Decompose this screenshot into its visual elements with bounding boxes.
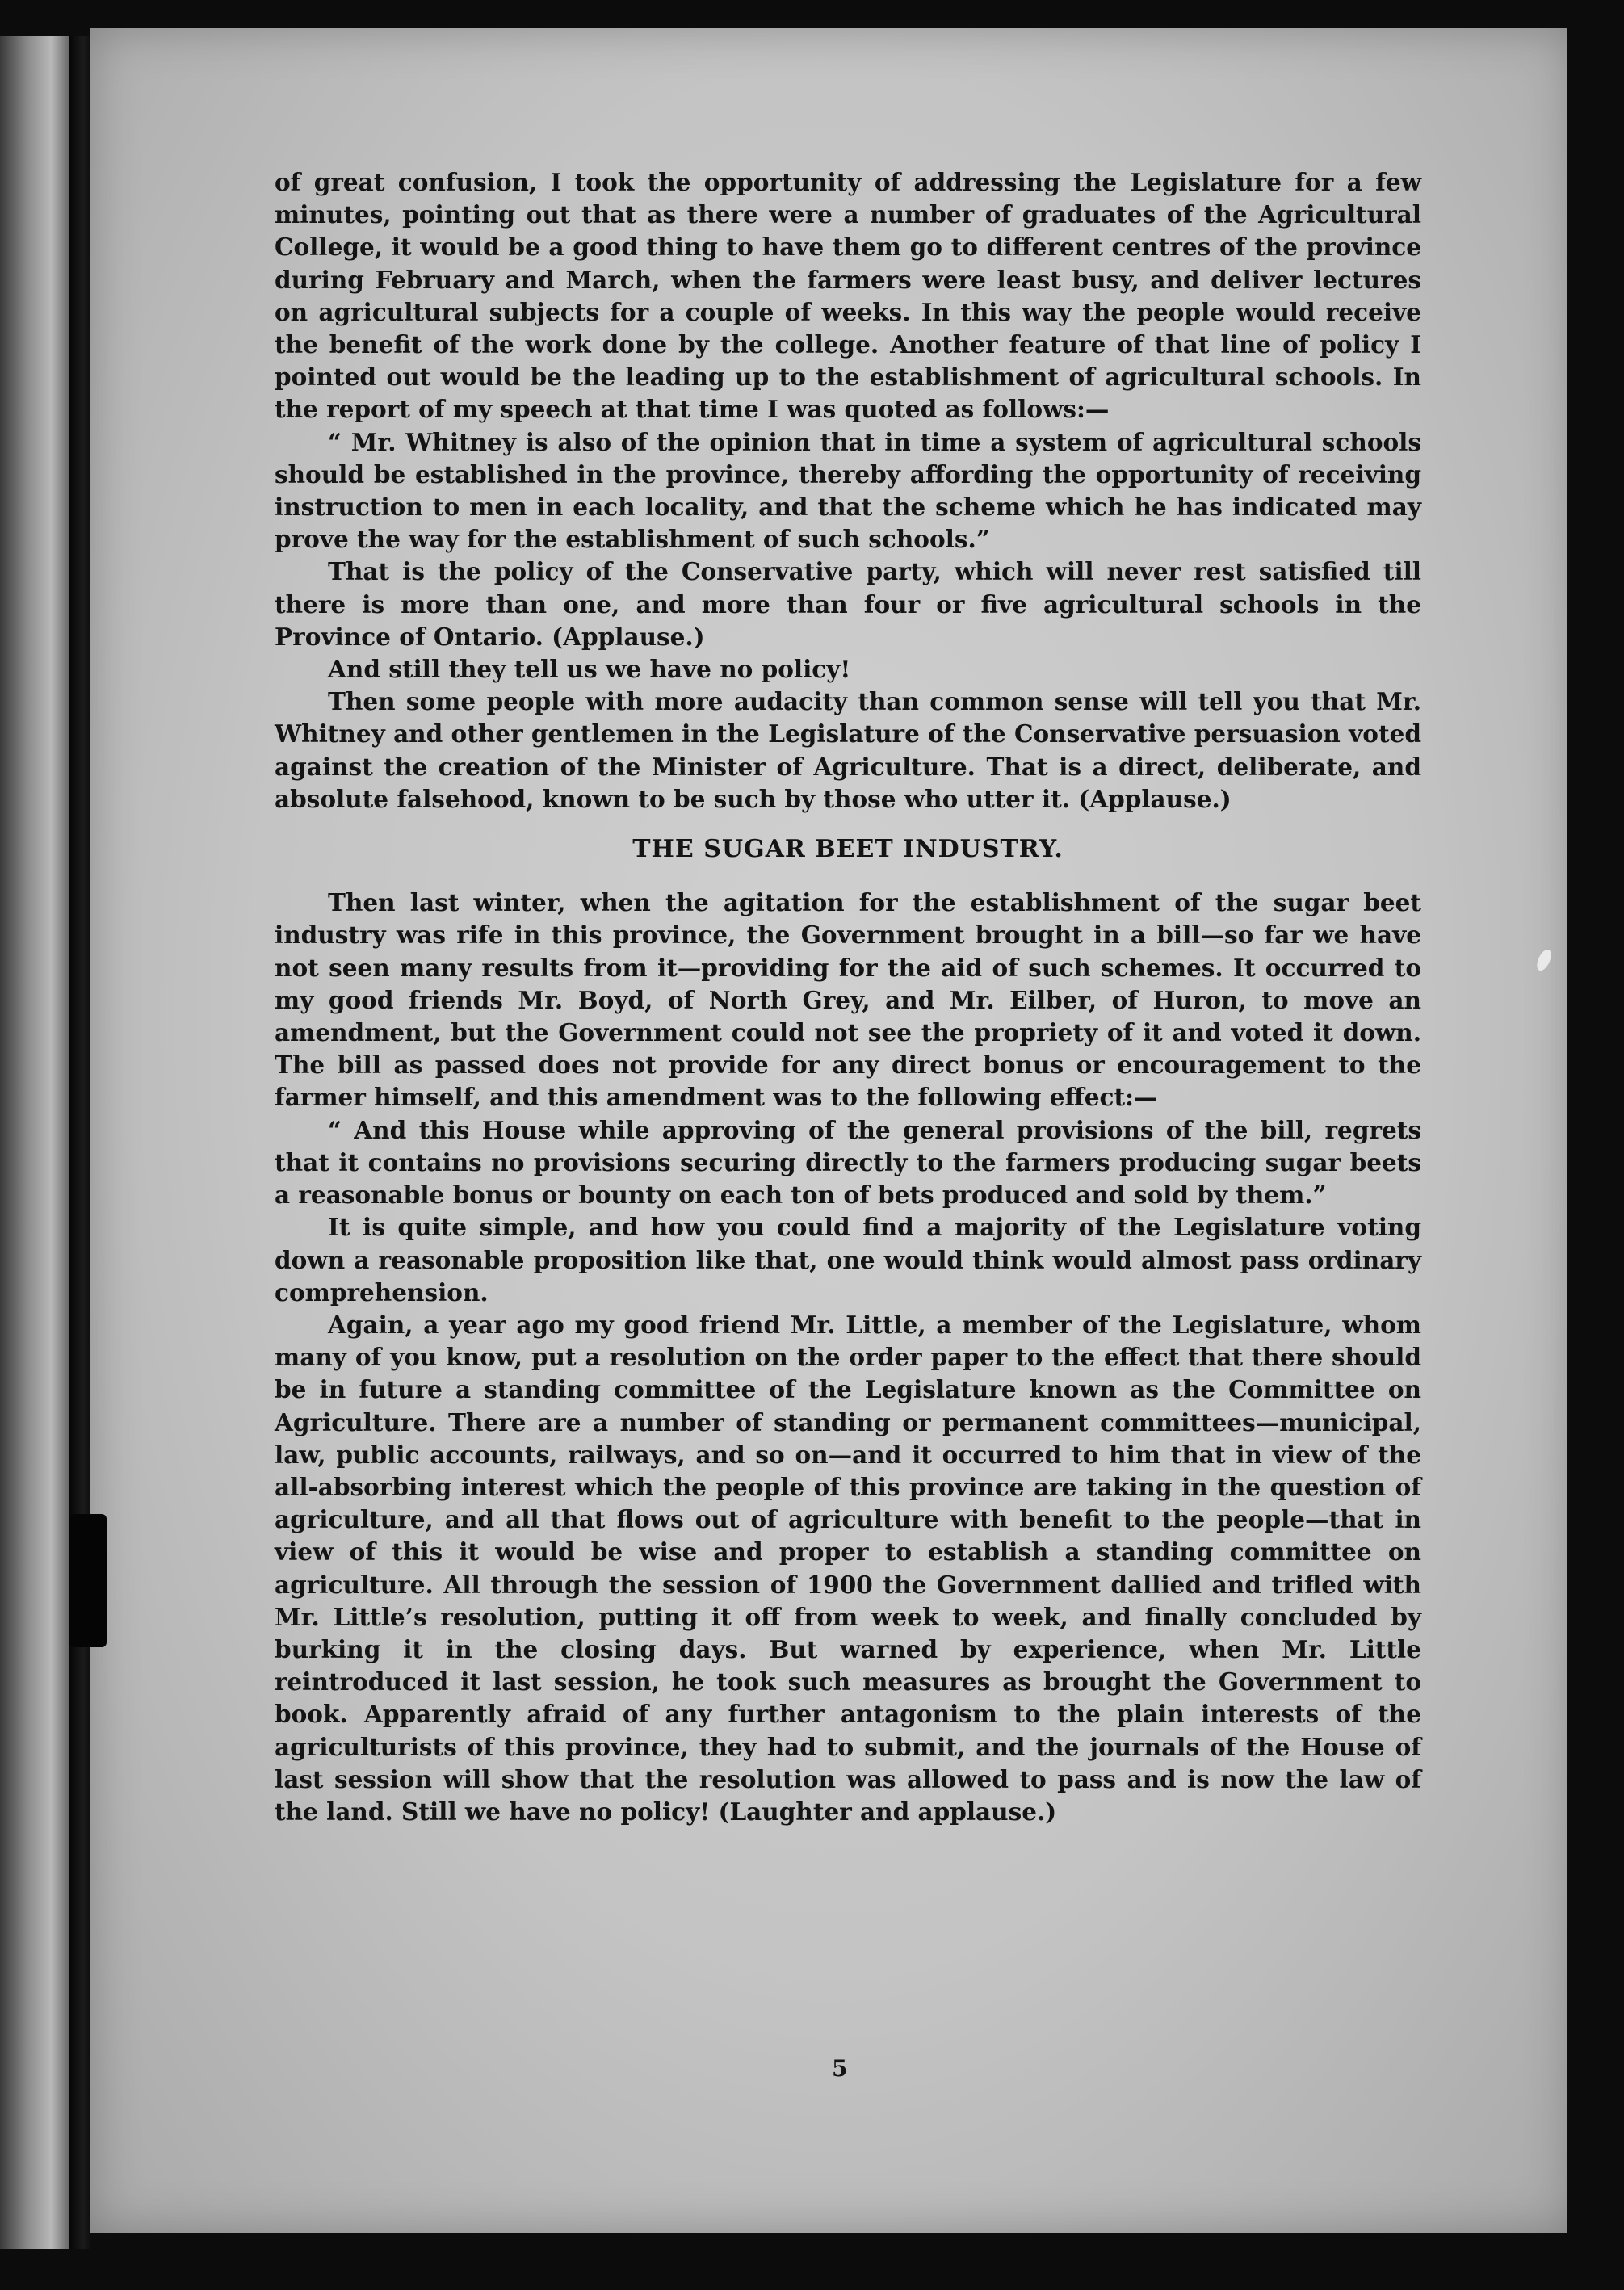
section-heading: THE SUGAR BEET INDUSTRY. bbox=[632, 835, 1064, 864]
binding-clip bbox=[69, 1514, 107, 1647]
quoted-paragraph: “ Mr. Whitney is also of the opinion that in time a system of agricultural schools should be established in the province, thereby affording the opportunity of receiving instruction to men in each locality, and that the scheme which he has indicated may prove the way for the establishment of such schools.” bbox=[275, 427, 1421, 554]
facing-page-edge bbox=[0, 36, 69, 2249]
paragraph: Again, a year ago my good friend Mr. Little, a member of the Legislature, whom many of you know, put a resolution on the order paper to the effect that there should be in future a standing committee of the Legislature known as the Committee on Agriculture. There are a number of standing or permanent committees—municipal, law, public accounts, railways, and so on—and it occurred to him that in view of the all-absorbing interest which the people of this province are taking in the question of agriculture, and all that flows out of agriculture with benefit to the people—that in view of this it would be wise and proper to establish a standing committee on agriculture. All through the session of 1900 the Government dallied and trifled with Mr. Little’s resolution, putting it off from week to week, and finally concluded by burking it in the closing days. But warned by experience, when Mr. Little reintroduced it last session, he took such measures as brought the Government to book. Apparently afraid of any further antagonism to the plain interests of the agriculturists of this province, they had to submit, and the journals of the House of last session will show that the resolution was allowed to pass and is now the law of the land. Still we have no policy! (Laughter and applause.) bbox=[275, 1310, 1421, 1826]
paragraph: Then some people with more audacity than common sense will tell you that Mr. Whitney and other gentlemen in the Legislature of the Conservative persuasion voted against the creation of the Minister of Agriculture. That is a direct, deliberate, and absolute falsehood, known to be such by those who utter it. (Applause.) bbox=[275, 687, 1421, 813]
book-binding bbox=[69, 36, 93, 2249]
page-number: 5 bbox=[832, 2055, 848, 2082]
quoted-paragraph: “ And this House while approving of the general provisions of the bill, regrets that it contains no provisions securing directly to the farmers producing sugar beets a reasonable bonus or bounty on each ton of bets produced and sold by them.” bbox=[275, 1115, 1421, 1210]
paragraph: Then last winter, when the agitation for the establishment of the sugar beet industry was rife in this province, the Government brought in a bill—so far we have not seen many results from it—providing for the aid of such schemes. It occurred to my good friends Mr. Boyd, of North Grey, and Mr. Eilber, of Huron, to move an amendment, but the Government could not see the propriety of it and voted it down. The bill as passed does not provide for any direct bonus or encouragement to the farmer himself, and this amendment was to the following effect:— bbox=[275, 888, 1421, 1112]
paragraph: And still they tell us we have no policy! bbox=[328, 655, 851, 684]
paragraph: It is quite simple, and how you could find a majority of the Legislature voting down a reasonable proposition like that, one would think would almost pass ordinary comprehension. bbox=[275, 1213, 1421, 1306]
scan-border bbox=[1567, 16, 1624, 2261]
paragraph: of great confusion, I took the opportunity of addressing the Legislature for a few minutes, pointing out that as there were a number of graduates of the Agricultural College, it would be a good thing to have them go to different centres of the province during February and March, when the farmers were least busy, and deliver lectures on agricultural subjects for a couple of weeks. In this way the people would receive the benefit of the work done by the college. Another feature of that line of policy I pointed out would be the leading up to the establishment of agricultural schools. In the report of my speech at that time I was quoted as follows:— bbox=[275, 168, 1421, 424]
document-body bbox=[275, 166, 1421, 1828]
paragraph: That is the policy of the Conservative party, which will never rest satisfied till there is more than one, and more than four or five agricultural schools in the Province of Ontario. (Applause.) bbox=[275, 557, 1421, 651]
